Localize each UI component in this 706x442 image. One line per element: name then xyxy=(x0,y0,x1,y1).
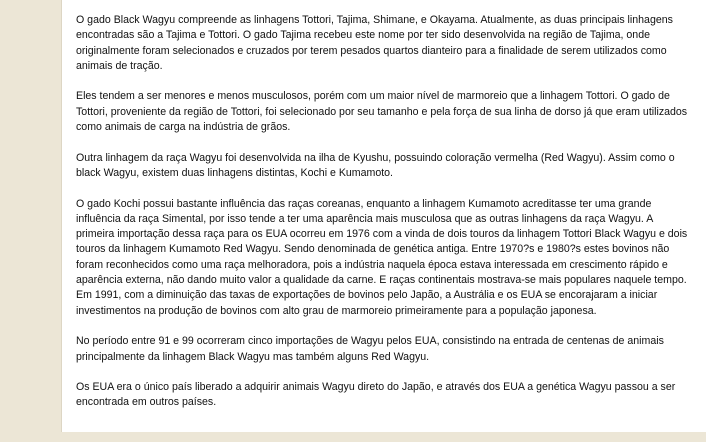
paragraph-tajima-tottori: Eles tendem a ser menores e menos musculosos, porém com um maior nível de marmoreio que a linhagem Tottori. O gado de Tottori, proveniente da região de Tottori, foi selecionado por seu tamanho e pela força de sua linha de dorso já que eram utilizados como animais de carga na indústria de grãos. xyxy=(76,90,688,134)
article-body xyxy=(76,13,692,411)
article-page xyxy=(62,0,706,432)
paragraph-kochi-kumamoto-history: O gado Kochi possui bastante influência das raças coreanas, enquanto a linhagem Kumamoto acreditasse ter uma grande influência da raça Simental, por isso tende a ter uma aparência mais musculosa que as outras linhagens da raça Wagyu. A primeira importação dessa raça para os EUA ocorreu em 1976 com a vinda de dois touros da linhagem Tottori Black Wagyu e dois touros da linhagem Kumamoto Red Wagyu. Sendo denominada de genética antiga. Entre 1970?s e 1980?s estes bovinos não foram reconhecidos como uma raça melhoradora, pois a indústria naquela época estava interessada em crescimento rápido e aparência externa, não dando muito valor a qualidade da carne. E raças continentais mostrava-se mais populares naquele tempo. Em 1991, com a diminuição das taxas de exportações de bovinos pelo Japão, a Austrália e os EUA se encorajaram a iniciar investimentos na produção de bovinos com alto grau de marmoreio primeiramente para a população japonesa. xyxy=(76,197,688,317)
paragraph-black-wagyu-lineages: O gado Black Wagyu compreende as linhagens Tottori, Tajima, Shimane, e Okayama. Atualmente, as duas principais linhagens encontradas são a Tajima e Tottori. O gado Tajima recebeu este nome por ter sido desenvolvida na região de Tajima, onde originalmente foram selecionados e cruzados por terem pesados quartos dianteiro para a finalidade de serem utilizados como animais de tração. xyxy=(76,14,673,72)
paragraph-usa-genetics: Os EUA era o único país liberado a adquirir animais Wagyu direto do Japão, e através dos EUA a genética Wagyu passou a ser encontrada em outros países. xyxy=(76,381,676,409)
paragraph-usa-imports: No período entre 91 e 99 ocorreram cinco importações de Wagyu pelos EUA, consistindo na entrada de centenas de animais principalmente da linhagem Black Wagyu mas também alguns Red Wagyu. xyxy=(76,335,664,363)
paragraph-red-wagyu: Outra linhagem da raça Wagyu foi desenvolvida na ilha de Kyushu, possuindo coloração vermelha (Red Wagyu). Assim como o black Wagyu, existem duas linhagens distintas, Kochi e Kumamoto. xyxy=(76,151,675,179)
